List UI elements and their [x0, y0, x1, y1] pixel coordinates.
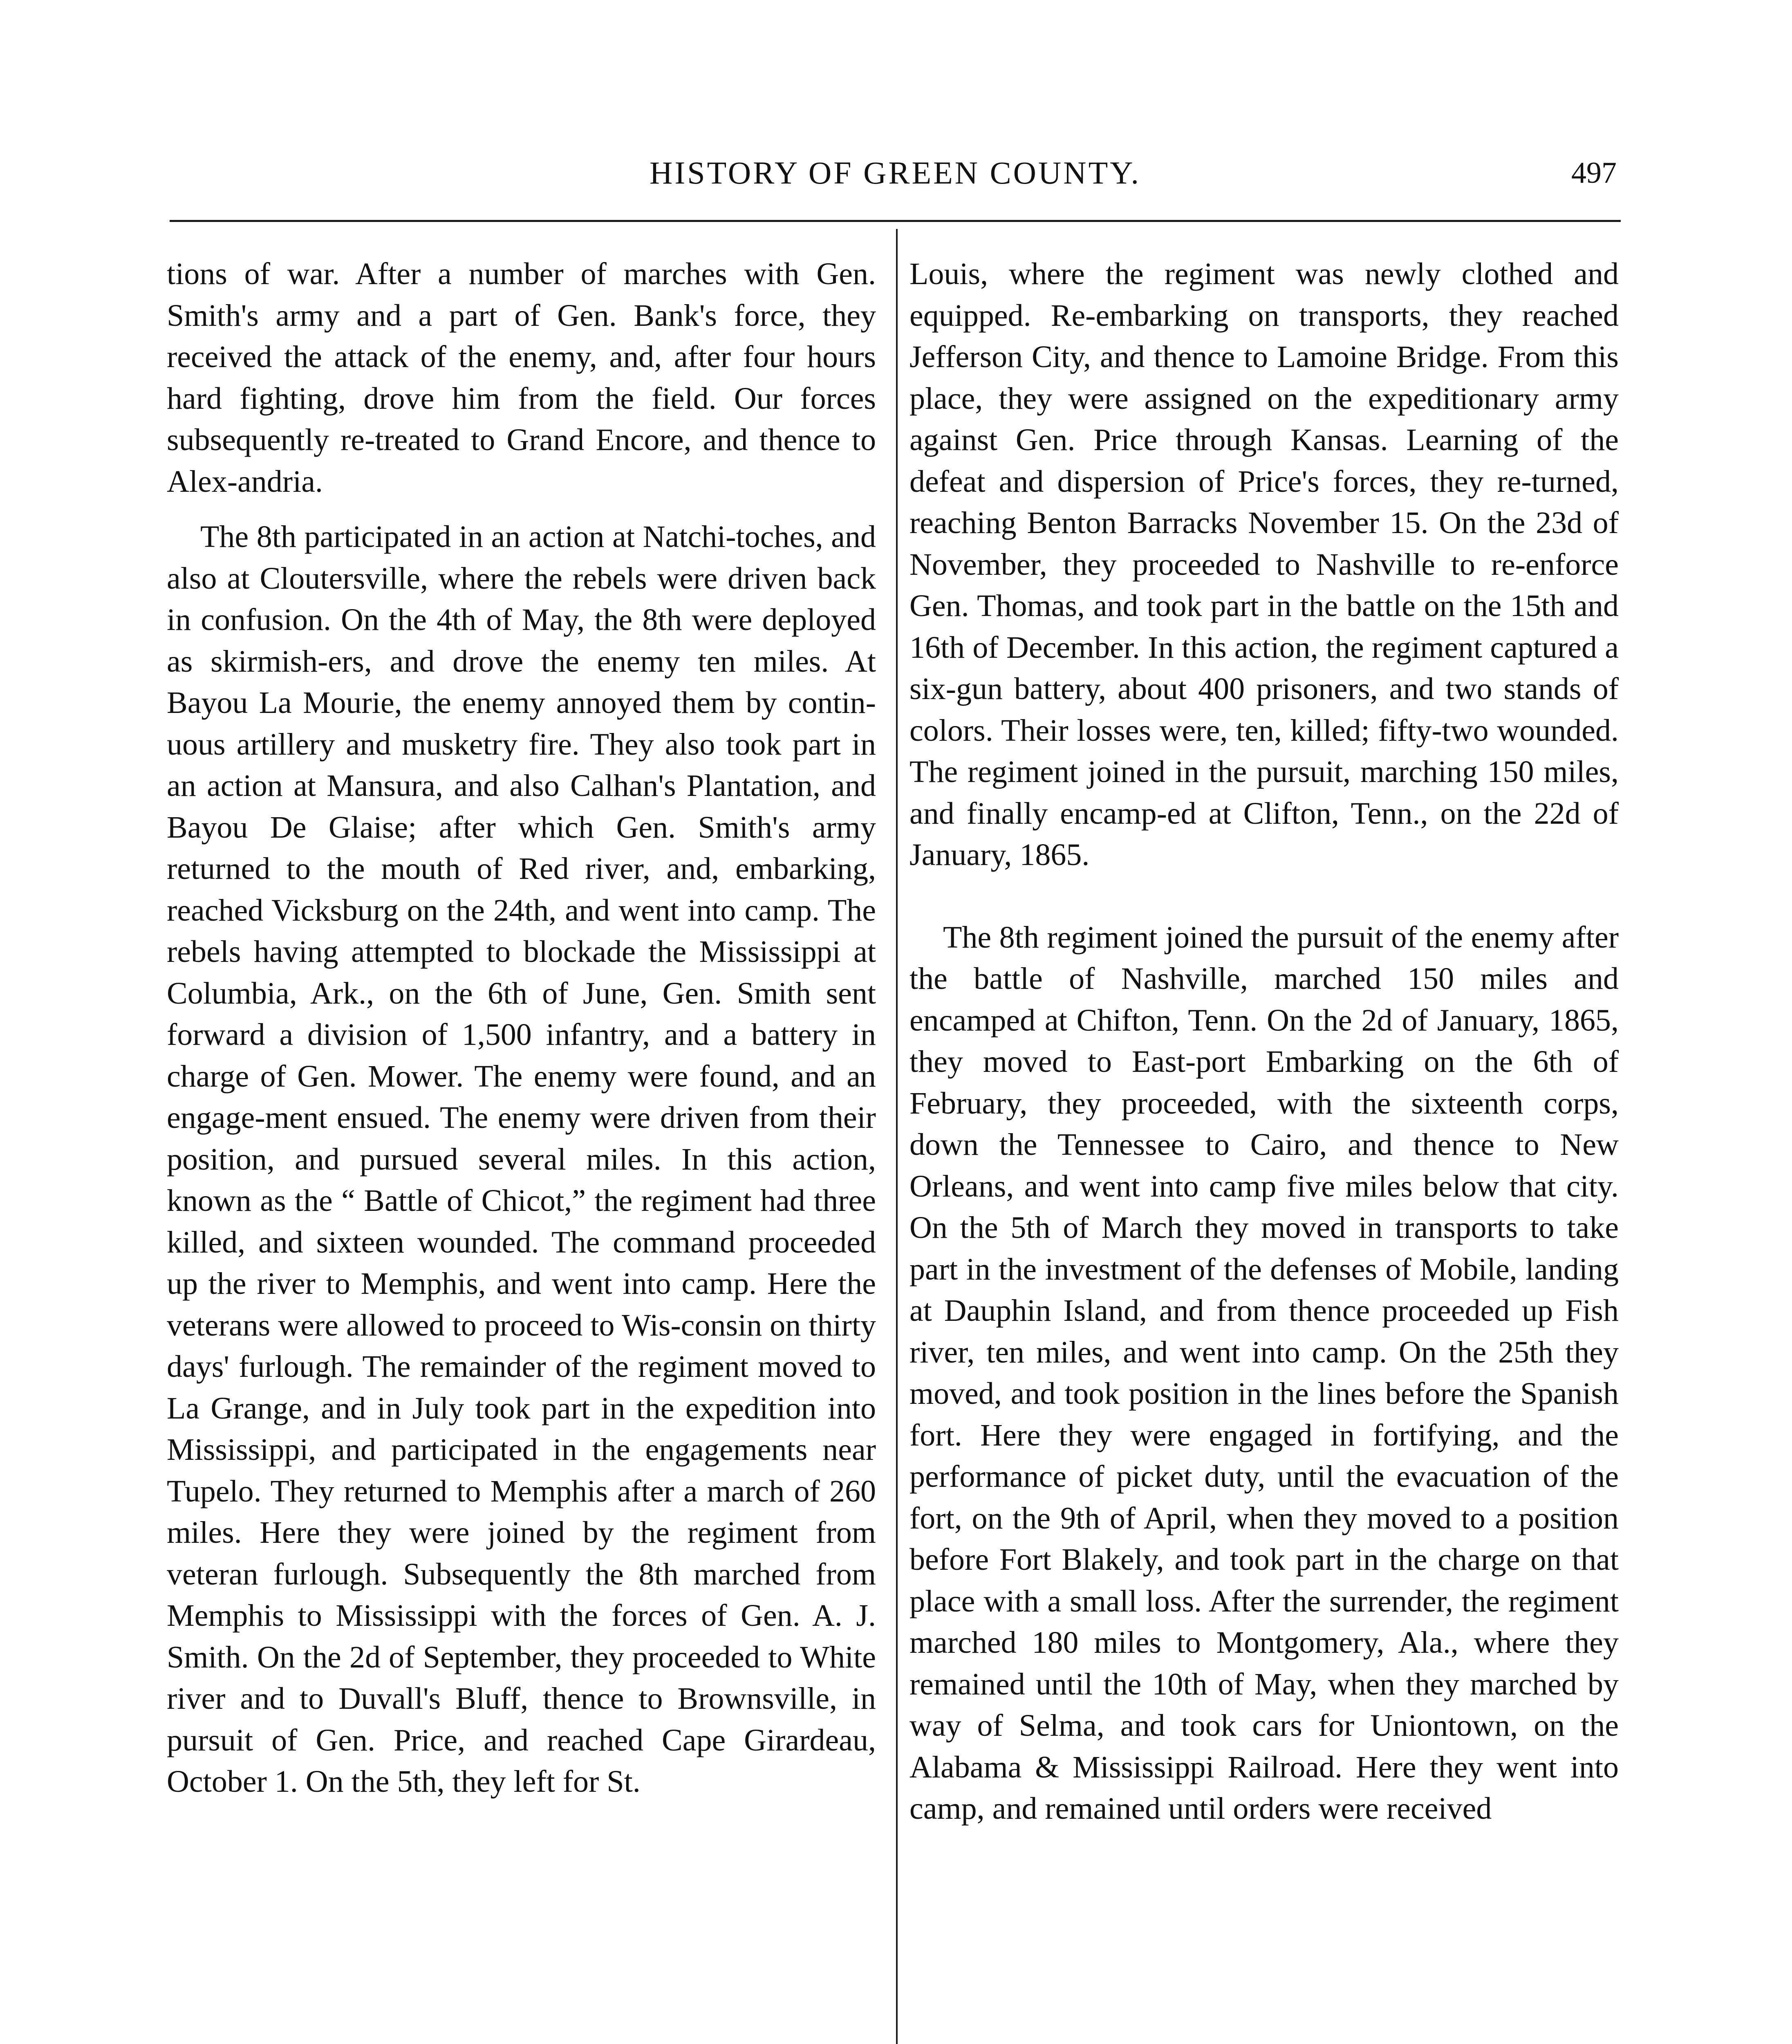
column-divider — [896, 229, 898, 2044]
paragraph: tions of war. After a number of marches with Gen. Smith's army and a part of Gen. Bank's force, they received the attack of the enemy, and, after four hours hard fighting, drove him from the field. Our forces subsequently re-treated to Grand Encore, and thence to Alex-andria. — [167, 257, 876, 499]
page-title: HISTORY OF GREEN COUNTY. — [649, 155, 1141, 191]
paragraph: Louis, where the regiment was newly clothed and equipped. Re-embarking on transports, they reached Jefferson City, and thence to Lamoine Bridge. From this place, they were assigned on the expeditionary army against Gen. Price through Kansas. Learning of the defeat and dispersion of Price's forces, they re-turned, reaching Benton Barracks November 15. On the 23d of November, they proceeded to Nashville to re-enforce Gen. Thomas, and took part in the battle on the 15th and 16th of December. In this action, the regiment captured a six-gun battery, about 400 prisoners, and two stands of colors. Their losses were, ten, killed; fifty-two wounded. The regiment joined in the pursuit, marching 150 miles, and finally encamp-ed at Clifton, Tenn., on the 22d of January, 1865. — [909, 257, 1619, 872]
paragraph: The 8th regiment joined the pursuit of the enemy after the battle of Nashville, marched 150 miles and encamped at Chifton, Tenn. On the 2d of January, 1865, they moved to East-port Embarking on the 6th of February, they proceeded, with the sixteenth corps, down the Tennessee to Cairo, and thence to New Orleans, and went into camp five miles below that city. On the 5th of March they moved in transports to take part in the investment of the defenses of Mobile, landing at Dauphin Island, and from thence proceeded up Fish river, ten miles, and went into camp. On the 25th they moved, and took position in the lines before the Spanish fort. Here they were engaged in fortifying, and the performance of picket duty, until the evacuation of the fort, on the 9th of April, when they moved to a position before Fort Blakely, and took part in the charge on that place with a small loss. After the surrender, the regiment marched 180 miles to Montgomery, Ala., where they remained until the 10th of May, when they marched by way of Selma, and took cars for Uniontown, on the Alabama & Mississippi Railroad. Here they went into camp, and remained until orders were received — [909, 920, 1619, 1826]
running-header — [170, 150, 1621, 195]
page-number: 497 — [1571, 156, 1617, 190]
header-rule — [170, 220, 1621, 222]
right-column — [909, 253, 1619, 1830]
paragraph: The 8th participated in an action at Natchi-toches, and also at Cloutersville, where the rebels were driven back in confusion. On the 4th of May, the 8th were deployed as skirmish-ers, and drove the enemy ten miles. At Bayou La Mourie, the enemy annoyed them by contin-uous artillery and musketry fire. They also took part in an action at Mansura, and also Calhan's Plantation, and Bayou De Glaise; after which Gen. Smith's army returned to the mouth of Red river, and, embarking, reached Vicksburg on the 24th, and went into camp. The rebels having attempted to blockade the Mississippi at Columbia, Ark., on the 6th of June, Gen. Smith sent forward a division of 1,500 infantry, and a battery in charge of Gen. Mower. The enemy were found, and an engage-ment ensued. The enemy were driven from their position, and pursued several miles. In this action, known as the “ Battle of Chicot,” the regiment had three killed, and sixteen wounded. The command proceeded up the river to Memphis, and went into camp. Here the veterans were allowed to proceed to Wis-consin on thirty days' furlough. The remainder of the regiment moved to La Grange, and in July took part in the expedition into Mississippi, and participated in the engagements near Tupelo. They returned to Memphis after a march of 260 miles. Here they were joined by the regiment from veteran furlough. Subsequently the 8th marched from Memphis to Mississippi with the forces of Gen. A. J. Smith. On the 2d of September, they proceeded to White river and to Duvall's Bluff, thence to Brownsville, in pursuit of Gen. Price, and reached Cape Girardeau, October 1. On the 5th, they left for St. — [167, 520, 876, 1799]
left-column — [167, 253, 876, 1803]
